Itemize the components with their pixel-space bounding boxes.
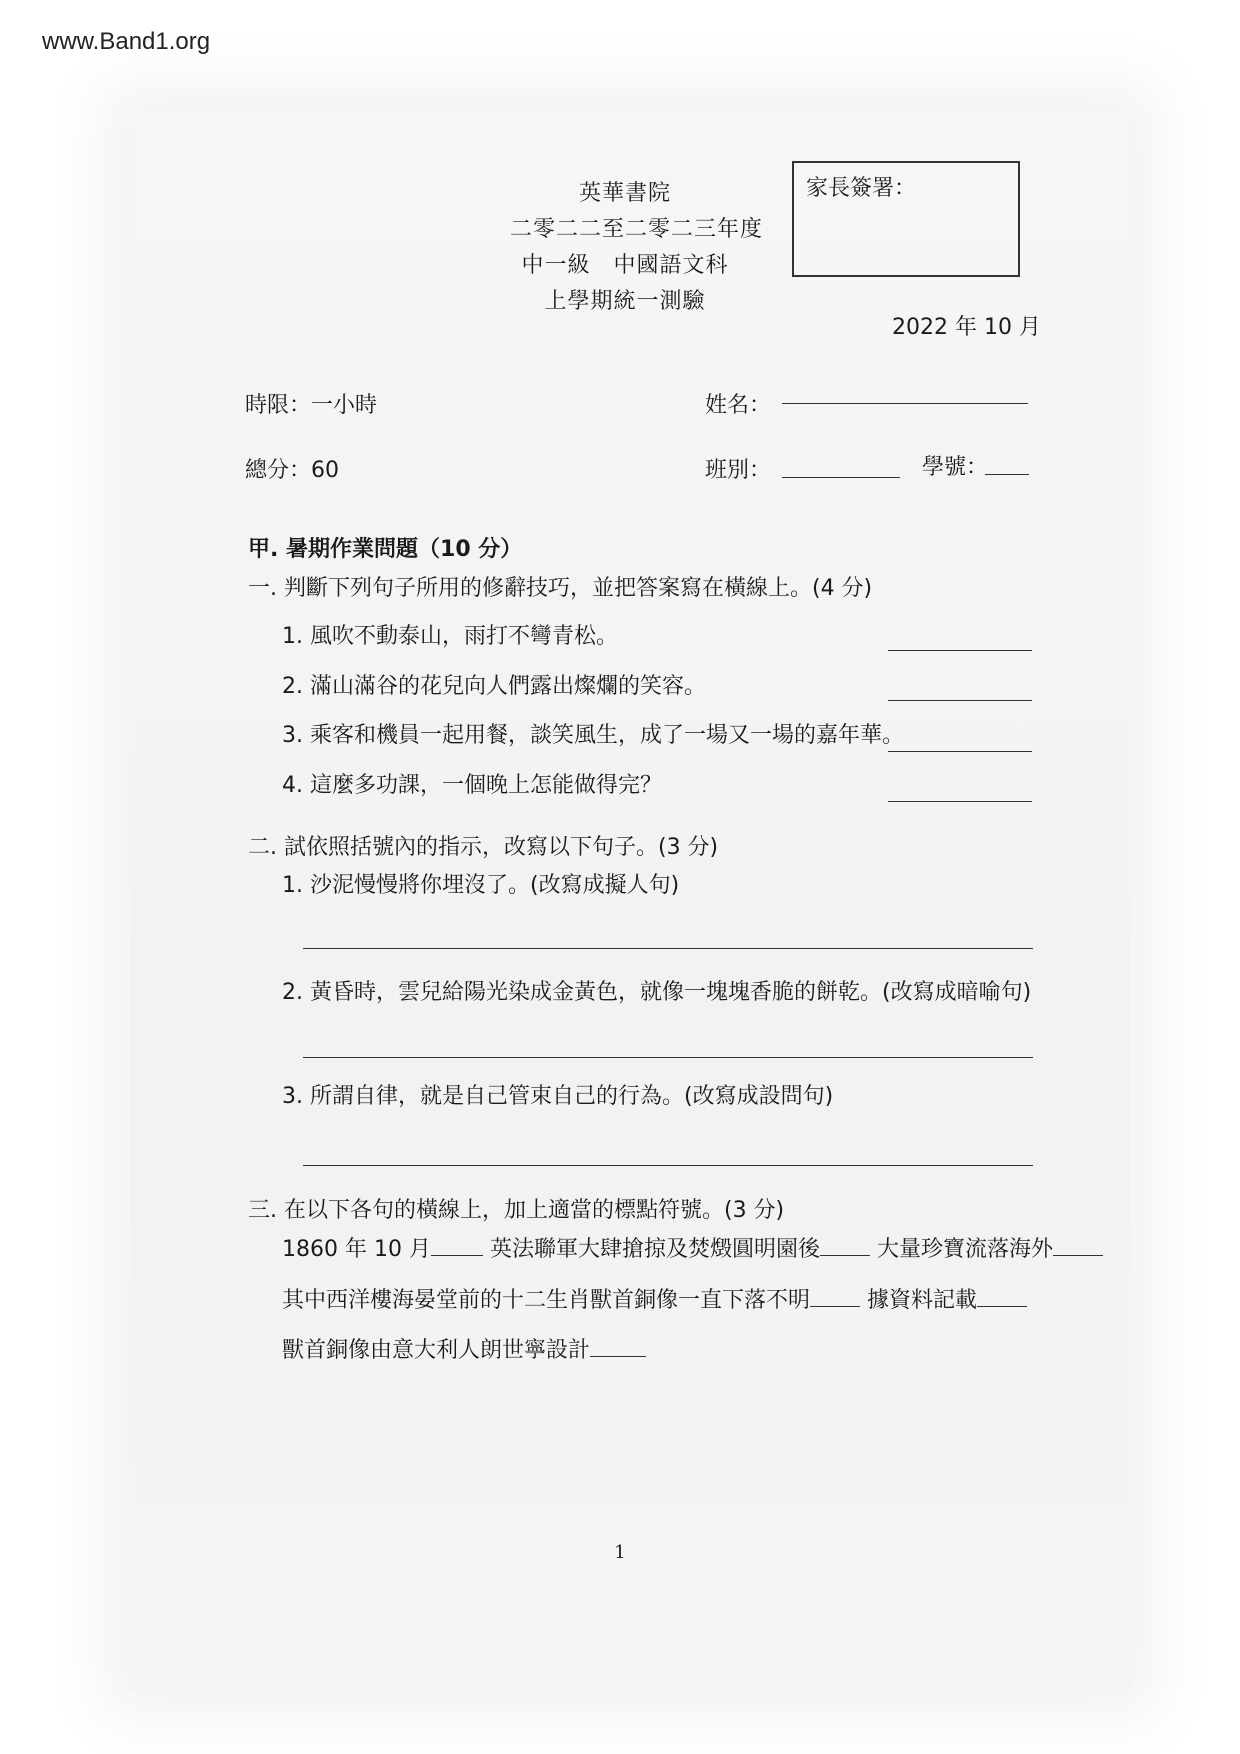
part1-title: 一. 判斷下列句子所用的修辭技巧，並把答案寫在橫線上。(4 分) xyxy=(248,576,873,601)
part3-line-2 xyxy=(282,1283,1027,1314)
part3-line-1 xyxy=(282,1232,1103,1263)
paper-sheet xyxy=(130,110,1130,1690)
part2-title: 二. 試依照括號內的指示，改寫以下句子。(3 分) xyxy=(248,835,719,860)
segment-5: 據資料記載 xyxy=(867,1288,978,1313)
segment-3: 大量珍寶流落海外 xyxy=(876,1237,1053,1262)
part3-line-3 xyxy=(282,1333,646,1364)
site-url[interactable]: www.Band1.org xyxy=(42,28,211,55)
section-a-title: 甲. 暑期作業問題（10 分） xyxy=(248,537,523,562)
subject-title: 中一級 中國語文科 xyxy=(521,253,729,278)
answer-line-4[interactable] xyxy=(888,801,1032,802)
segment-4: 其中西洋樓海晏堂前的十二生肖獸首銅像一直下落不明 xyxy=(282,1288,811,1313)
rewrite-line-2[interactable] xyxy=(303,1057,1033,1058)
student-number-field[interactable] xyxy=(985,474,1029,475)
segment-1: 1860 年 10 月 xyxy=(282,1237,431,1262)
punct-blank-5[interactable] xyxy=(977,1305,1027,1307)
part2-item-1: 1. 沙泥慢慢將你埋沒了。(改寫成擬人句) xyxy=(282,873,680,898)
parent-signature-box[interactable] xyxy=(792,161,1020,277)
answer-line-1[interactable] xyxy=(888,650,1032,651)
school-name: 英華書院 xyxy=(578,181,671,206)
punct-blank-3[interactable] xyxy=(1053,1254,1103,1256)
punct-blank-4[interactable] xyxy=(810,1305,860,1307)
name-field[interactable] xyxy=(782,403,1028,404)
part1-item-1: 1. 風吹不動泰山，雨打不彎青松。 xyxy=(282,624,618,649)
class-field[interactable] xyxy=(782,477,900,478)
class-label: 班別： xyxy=(705,458,772,483)
part1-item-4: 4. 這麼多功課，一個晚上怎能做得完？ xyxy=(282,773,662,798)
part3-title: 三. 在以下各句的橫線上，加上適當的標點符號。(3 分) xyxy=(248,1198,785,1223)
punct-blank-1[interactable] xyxy=(431,1254,483,1256)
part2-item-3: 3. 所謂自律，就是自己管束自己的行為。(改寫成設問句) xyxy=(282,1084,834,1109)
part2-item-2: 2. 黃昏時，雲兒給陽光染成金黃色，就像一塊塊香脆的餅乾。(改寫成暗喻句) xyxy=(282,980,1032,1005)
part1-item-3: 3. 乘客和機員一起用餐，談笑風生，成了一場又一場的嘉年華。 xyxy=(282,723,904,748)
name-label: 姓名： xyxy=(705,393,772,418)
signature-label: 家長簽署： xyxy=(806,176,917,201)
time-limit: 時限：一小時 xyxy=(245,393,378,418)
student-number-label: 學號： xyxy=(922,455,989,480)
punct-blank-2[interactable] xyxy=(820,1254,870,1256)
exam-date: 2022 年 10 月 xyxy=(892,315,1041,340)
rewrite-line-1[interactable] xyxy=(303,948,1033,949)
punct-blank-6[interactable] xyxy=(590,1355,646,1357)
segment-2: 英法聯軍大肆搶掠及焚燬圓明園後 xyxy=(489,1237,820,1262)
page-number: 1 xyxy=(614,1542,626,1563)
part1-item-2: 2. 滿山滿谷的花兒向人們露出燦爛的笑容。 xyxy=(282,674,706,699)
exam-title: 上學期統一測驗 xyxy=(544,289,706,314)
answer-line-3[interactable] xyxy=(888,751,1032,752)
answer-line-2[interactable] xyxy=(888,700,1032,701)
rewrite-line-3[interactable] xyxy=(303,1165,1033,1166)
segment-6: 獸首銅像由意大利人朗世寧設計 xyxy=(282,1338,591,1363)
total-marks: 總分：60 xyxy=(245,458,339,483)
academic-year: 二零二二至二零二三年度 xyxy=(510,217,764,242)
